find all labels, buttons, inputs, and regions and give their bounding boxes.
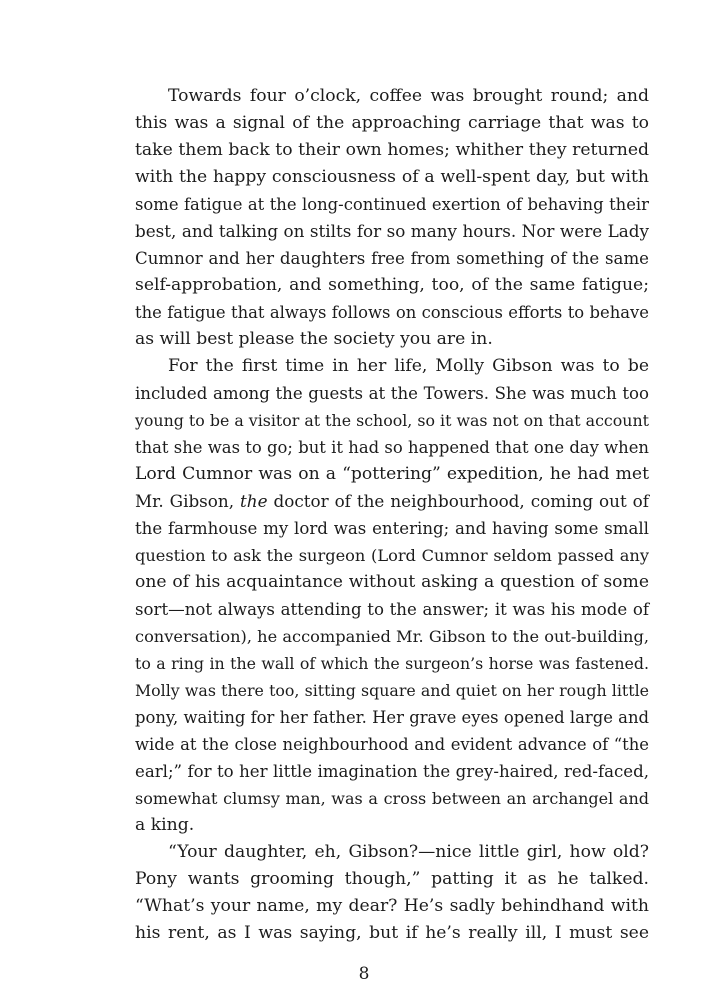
text-line: self-approbation, and something, too, of the same fatigue; <box>135 275 649 295</box>
text-line: question to ask the surgeon (Lord Cumnor seldom passed any <box>135 546 649 565</box>
text-run: doctor of the neighbourhood, coming out of <box>267 491 649 511</box>
text-line: sort—not always attending to the answer; it was his mode of <box>135 600 649 619</box>
text-line: the fatigue that always follows on conscious efforts to behave <box>135 303 649 322</box>
page-number: 8 <box>358 964 370 984</box>
text-line: earl;” for to her little imagination the grey-haired, red-faced, <box>135 762 649 781</box>
text-line: as will best please the society you are in. <box>135 329 493 349</box>
text-line: included among the guests at the Towers. She was much too <box>135 384 649 403</box>
text-line: some fatigue at the long-continued exertion of behaving their <box>135 195 649 214</box>
text-line: that she was to go; but it had so happened that one day when <box>135 438 649 457</box>
text-line: Pony wants grooming though,” patting it as he talked. <box>135 869 649 889</box>
text-line: take them back to their own homes; whither they returned <box>135 140 649 160</box>
italic-emphasis: the <box>240 491 268 511</box>
text-line: to a ring in the wall of which the surgeon’s horse was fastened. <box>135 654 649 673</box>
text-line: For the first time in her life, Molly Gibson was to be <box>168 356 649 376</box>
text-line: Cumnor and her daughters free from something of the same <box>135 249 649 268</box>
text-line: best, and talking on stilts for so many hours. Nor were Lady <box>135 221 649 241</box>
text-line: somewhat clumsy man, was a cross between an archangel and <box>135 789 649 808</box>
text-line <box>135 488 649 515</box>
text-run: Mr. Gibson, <box>135 491 241 511</box>
text-line: “Your daughter, eh, Gibson?—nice little girl, how old? <box>168 842 649 862</box>
paragraph-2 <box>135 353 649 839</box>
paragraph-3 <box>135 839 649 947</box>
text-line: conversation), he accompanied Mr. Gibson to the out-building, <box>135 627 649 646</box>
text-line: Lord Cumnor was on a “pottering” expedition, he had met <box>135 464 649 484</box>
text-line: wide at the close neighbourhood and evident advance of “the <box>135 735 649 754</box>
text-line: a king. <box>135 815 195 835</box>
text-line: young to be a visitor at the school, so it was not on that account <box>135 411 649 430</box>
text-line: “What’s your name, my dear? He’s sadly behindhand with <box>135 896 649 916</box>
text-line: the farmhouse my lord was entering; and having some small <box>135 519 649 538</box>
paragraph-1 <box>135 83 649 353</box>
text-line: pony, waiting for her father. Her grave eyes opened large and <box>135 708 649 727</box>
body-text <box>135 83 649 947</box>
text-line: his rent, as I was saying, but if he’s really ill, I must see <box>135 923 649 943</box>
text-line: one of his acquaintance without asking a question of some <box>135 572 649 592</box>
text-line: this was a signal of the approaching carriage that was to <box>135 113 649 133</box>
text-line: with the happy consciousness of a well-spent day, but with <box>135 167 649 187</box>
text-line: Towards four o’clock, coffee was brought round; and <box>168 86 649 106</box>
text-line: Molly was there too, sitting square and quiet on her rough little <box>135 681 649 700</box>
